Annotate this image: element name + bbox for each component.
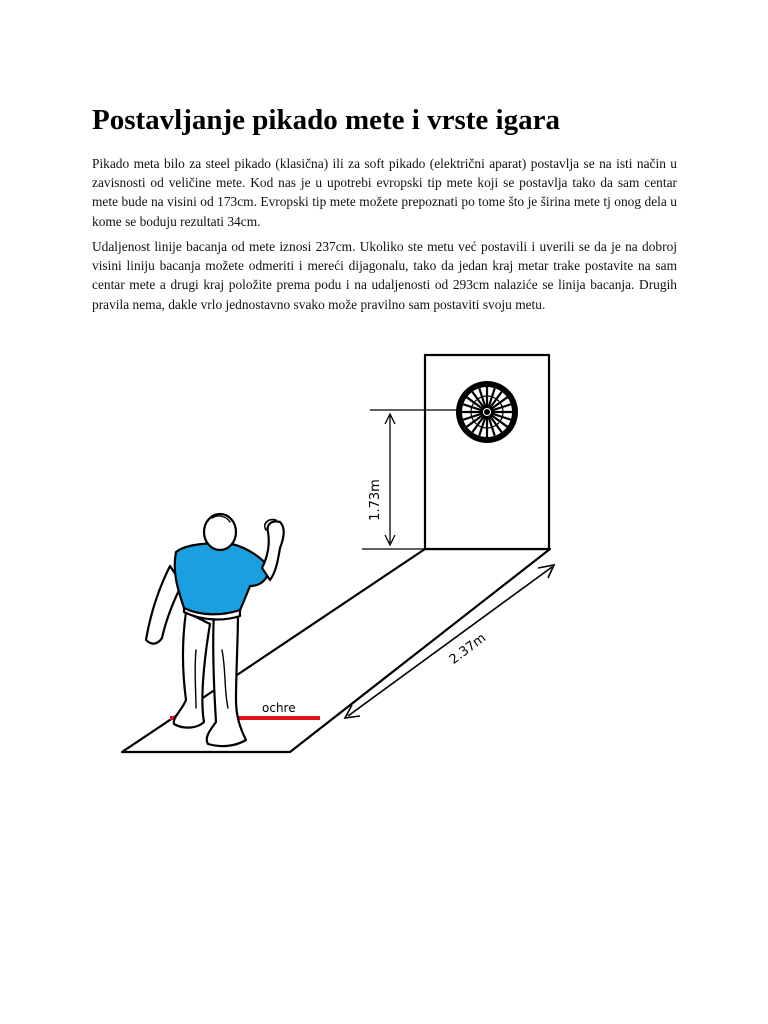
paragraph-2: Udaljenost linije bacanja od mete iznosi 237cm. Ukoliko ste metu već postavili i uverili se da je na dobroj visini liniju bacanja možete odmeriti i mereći dijagonalu, tako da jedan kraj metar trake postavite na sam centar mete a drugi kraj položite prema podu i na udaljenosti od 293cm nalaziće se linija bacanja. Drugih pravila nema, dakle vrlo jednostavno svako može pravilno sam postaviti svoju metu. [92, 239, 677, 312]
distance-label: 2.37m [446, 630, 490, 668]
page-title: Postavljanje pikado mete i vrste igara [92, 104, 560, 136]
ochre-label: ochre [262, 701, 296, 715]
height-label: 1.73m [368, 479, 383, 521]
dartboard-icon [456, 381, 518, 443]
dartboard-setup-illustration [110, 348, 570, 768]
paragraph-1: Pikado meta bilo za steel pikado (klasična) ili za soft pikado (električni aparat) postavlja se na isti način u zavisnosti od veličine mete. Kod nas je u upotrebi evropski tip mete koji se postavlja tako da sam centar mete bude na visini od 173cm. Evropski tip mete možete prepoznati po tome što je širina mete tj onog dela u kome se boduju rezultati 34cm. [92, 156, 677, 229]
